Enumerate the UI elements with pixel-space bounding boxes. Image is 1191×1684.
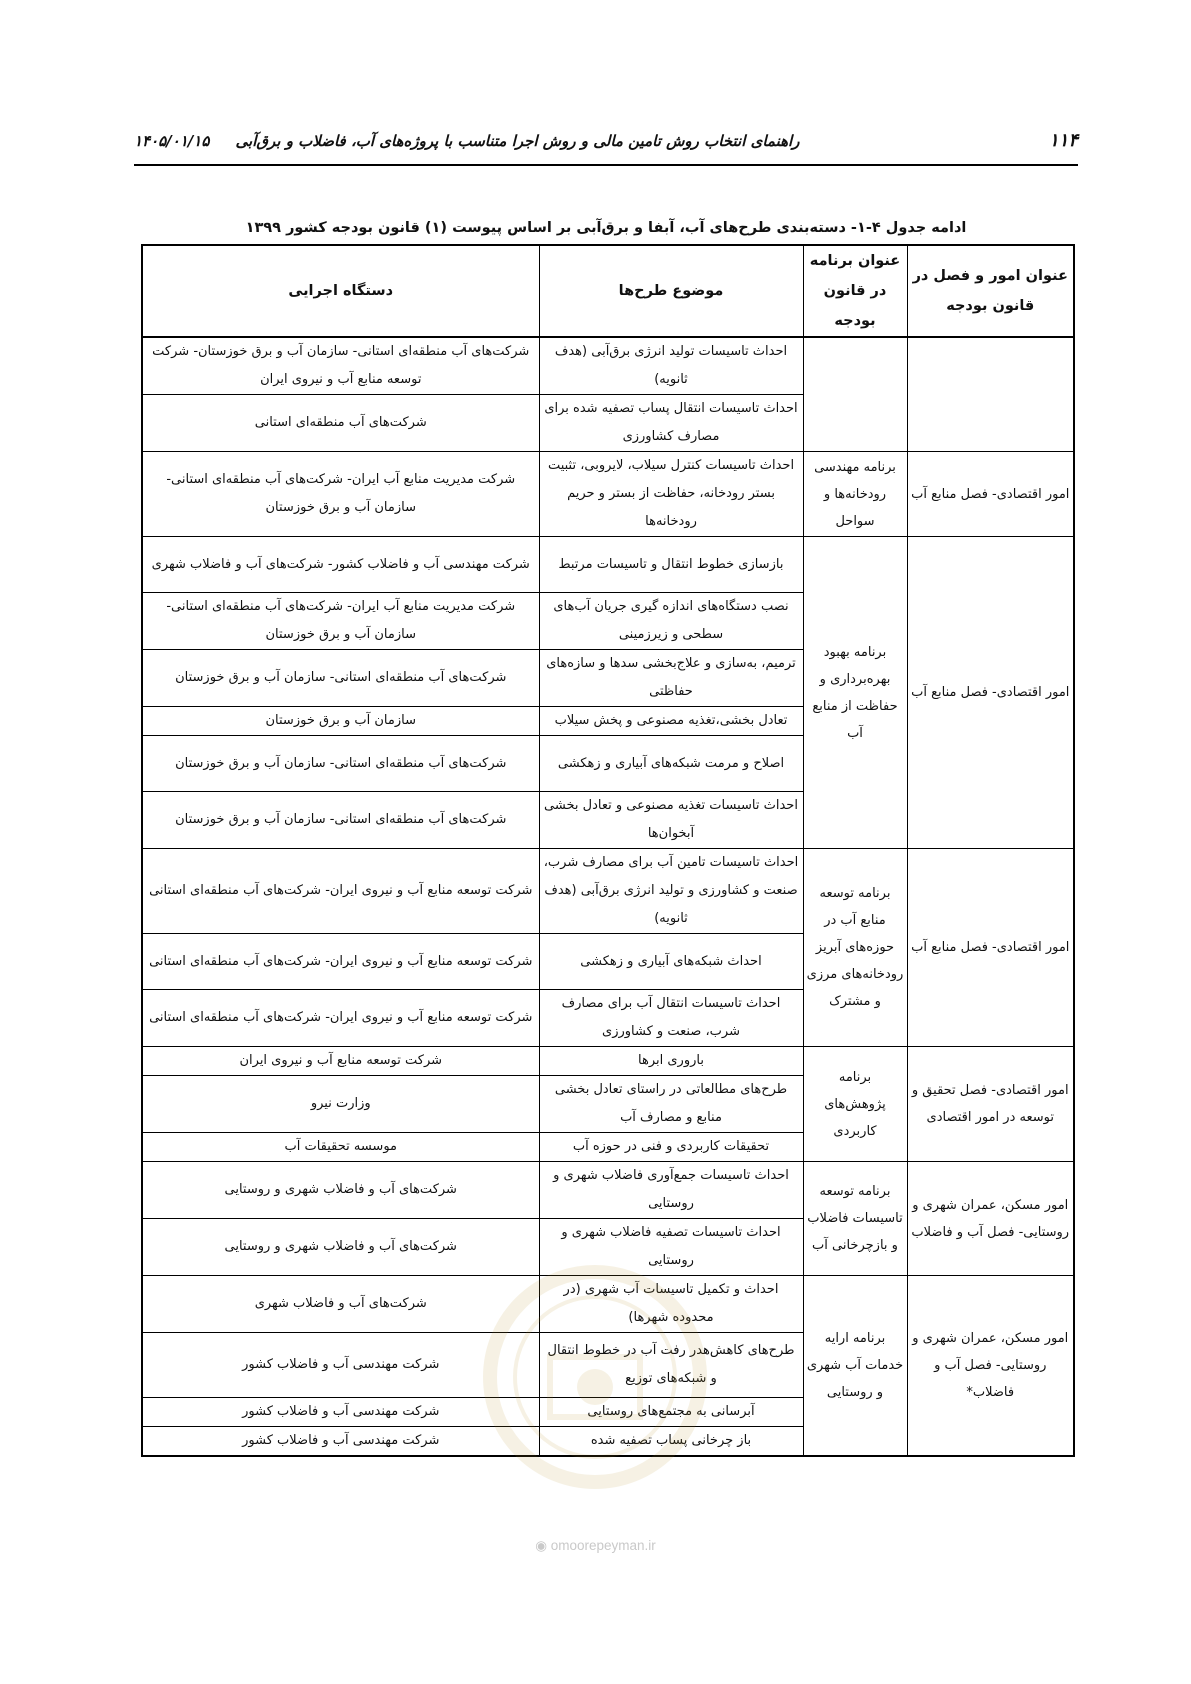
agency-cell: شرکت توسعه منابع آب و نیروی ایران (142, 1047, 539, 1076)
project-cell: اصلاح و مرمت شبکه‌های آبیاری و زهکشی (539, 736, 803, 792)
table-row (142, 1276, 1074, 1333)
program-cell: برنامه توسعه تاسیسات فاضلاب و بازچرخانی آب (803, 1162, 907, 1276)
project-cell: احداث تاسیسات تامین آب برای مصارف شرب، صنعت و کشاورزی و تولید انرژی برق‌آبی (هدف ثانویه) (539, 849, 803, 934)
affairs-cell (907, 337, 1074, 452)
running-title-text: راهنمای انتخاب روش تامین مالی و روش اجرا متناسب با پروژه‌های آب، فاضلاب و برق‌آبی (235, 132, 800, 150)
table-body (142, 337, 1074, 1456)
project-cell: احداث تاسیسات تولید انرژی برق‌آبی (هدف ثانویه) (539, 337, 803, 395)
page-header (134, 128, 1078, 166)
project-cell: احداث تاسیسات تصفیه فاضلاب شهری و روستایی (539, 1219, 803, 1276)
program-cell: برنامه بهبود بهره‌برداری و حفاظت از منابع آب (803, 537, 907, 849)
project-cell: تحقیقات کاربردی و فنی در حوزه آب (539, 1133, 803, 1162)
project-cell: احداث و تکمیل تاسیسات آب شهری (در محدوده شهرها) (539, 1276, 803, 1333)
agency-cell: شرکت مدیریت منابع آب ایران- شرکت‌های آب منطقه‌ای استانی- سازمان آب و برق خوزستان (142, 593, 539, 650)
project-cell: نصب دستگاه‌های اندازه گیری جریان آب‌های سطحی و زیرزمینی (539, 593, 803, 650)
affairs-cell: امور اقتصادی- فصل تحقیق و توسعه در امور اقتصادی (907, 1047, 1074, 1162)
agency-cell: شرکت مهندسی آب و فاضلاب کشور (142, 1398, 539, 1427)
agency-cell: شرکت توسعه منابع آب و نیروی ایران- شرکت‌های آب منطقه‌ای استانی (142, 849, 539, 934)
program-cell: برنامه پژوهش‌های کاربردی (803, 1047, 907, 1162)
agency-cell: شرکت توسعه منابع آب و نیروی ایران- شرکت‌های آب منطقه‌ای استانی (142, 934, 539, 990)
agency-cell: شرکت‌های آب منطقه‌ای استانی- سازمان آب و برق خوزستان (142, 736, 539, 792)
agency-cell: شرکت مهندسی آب و فاضلاب کشور- شرکت‌های آب و فاضلاب شهری (142, 537, 539, 593)
affairs-cell: امور مسکن، عمران شهری و روستایی- فصل آب و فاضلاب (907, 1162, 1074, 1276)
agency-cell: شرکت مهندسی آب و فاضلاب کشور (142, 1333, 539, 1398)
agency-cell: شرکت توسعه منابع آب و نیروی ایران- شرکت‌های آب منطقه‌ای استانی (142, 990, 539, 1047)
agency-cell: شرکت‌های آب و فاضلاب شهری (142, 1276, 539, 1333)
header-date: ۱۴۰۵/۰۱/۱۵ (134, 132, 210, 150)
table-header-row (142, 245, 1074, 337)
agency-cell: شرکت‌های آب منطقه‌ای استانی- سازمان آب و برق خوزستان (142, 650, 539, 707)
project-cell: طرح‌های مطالعاتی در راستای تعادل بخشی منابع و مصارف آب (539, 1076, 803, 1133)
affairs-cell: امور اقتصادی- فصل منابع آب (907, 537, 1074, 849)
table-row (142, 537, 1074, 593)
affairs-cell: امور مسکن، عمران شهری و روستایی- فصل آب و فاضلاب* (907, 1276, 1074, 1457)
affairs-cell: امور اقتصادی- فصل منابع آب (907, 452, 1074, 537)
table-caption: ادامه جدول ۴-۱- دسته‌بندی طرح‌های آب، آبفا و برق‌آبی بر اساس پیوست (۱) قانون بودجه کشور ۱۳۹۹ (245, 220, 967, 236)
project-cell: احداث تاسیسات جمع‌آوری فاضلاب شهری و روستایی (539, 1162, 803, 1219)
project-cell: تعادل بخشی،تغذیه مصنوعی و پخش سیلاب (539, 707, 803, 736)
agency-cell: موسسه تحقیقات آب (142, 1133, 539, 1162)
project-cell: احداث تاسیسات تغذیه مصنوعی و تعادل بخشی آبخوان‌ها (539, 792, 803, 849)
agency-cell: شرکت مدیریت منابع آب ایران- شرکت‌های آب منطقه‌ای استانی- سازمان آب و برق خوزستان (142, 452, 539, 537)
header-program: عنوان برنامه در قانون بودجه (803, 245, 907, 337)
header-project: موضوع طرح‌ها (539, 245, 803, 337)
affairs-cell: امور اقتصادی- فصل منابع آب (907, 849, 1074, 1047)
program-cell: برنامه توسعه منابع آب در حوزه‌های آبریز رودخانه‌های مرزی و مشترک (803, 849, 907, 1047)
project-cell: باز چرخانی پساب تصفیه شده (539, 1427, 803, 1457)
running-title (134, 132, 799, 150)
project-cell: ترمیم، به‌سازی و علاج‌بخشی سدها و سازه‌های حفاظتی (539, 650, 803, 707)
header-affairs: عنوان امور و فصل در قانون بودجه (907, 245, 1074, 337)
table-row (142, 849, 1074, 934)
project-cell: احداث تاسیسات انتقال پساب تصفیه شده برای مصارف کشاورزی (539, 395, 803, 452)
table-row (142, 452, 1074, 537)
program-cell: برنامه مهندسی رودخانه‌ها و سواحل (803, 452, 907, 537)
header-agency: دستگاه اجرایی (142, 245, 539, 337)
project-cell: بازسازی خطوط انتقال و تاسیسات مرتبط (539, 537, 803, 593)
agency-cell: وزارت نیرو (142, 1076, 539, 1133)
agency-cell: سازمان آب و برق خوزستان (142, 707, 539, 736)
table-row (142, 337, 1074, 395)
page-number: ۱۱۴ (1048, 130, 1078, 151)
program-cell (803, 337, 907, 452)
agency-cell: شرکت‌های آب و فاضلاب شهری و روستایی (142, 1219, 539, 1276)
budget-table (141, 244, 1075, 1457)
agency-cell: شرکت‌های آب منطقه‌ای استانی (142, 395, 539, 452)
table-row (142, 1047, 1074, 1076)
project-cell: احداث تاسیسات انتقال آب برای مصارف شرب، صنعت و کشاورزی (539, 990, 803, 1047)
program-cell: برنامه ارایه خدمات آب شهری و روستایی (803, 1276, 907, 1457)
project-cell: طرح‌های کاهش‌هدر رفت آب در خطوط انتقال و شبکه‌های توزیع (539, 1333, 803, 1398)
site-watermark: ◉ omoorepeyman.ir (535, 1538, 656, 1553)
agency-cell: شرکت‌های آب و فاضلاب شهری و روستایی (142, 1162, 539, 1219)
project-cell: باروری ابرها (539, 1047, 803, 1076)
agency-cell: شرکت‌های آب منطقه‌ای استانی- سازمان آب و برق خوزستان- شرکت توسعه منابع آب و نیروی ایران (142, 337, 539, 395)
project-cell: احداث شبکه‌های آبیاری و زهکشی (539, 934, 803, 990)
agency-cell: شرکت‌های آب منطقه‌ای استانی- سازمان آب و برق خوزستان (142, 792, 539, 849)
table-row (142, 1162, 1074, 1219)
project-cell: آبرسانی به مجتمع‌های روستایی (539, 1398, 803, 1427)
site-watermark-text: omoorepeyman.ir (550, 1538, 656, 1553)
project-cell: احداث تاسیسات کنترل سیلاب، لایروبی، تثبیت بستر رودخانه، حفاظت از بستر و حریم رودخانه‌ها (539, 452, 803, 537)
agency-cell: شرکت مهندسی آب و فاضلاب کشور (142, 1427, 539, 1457)
